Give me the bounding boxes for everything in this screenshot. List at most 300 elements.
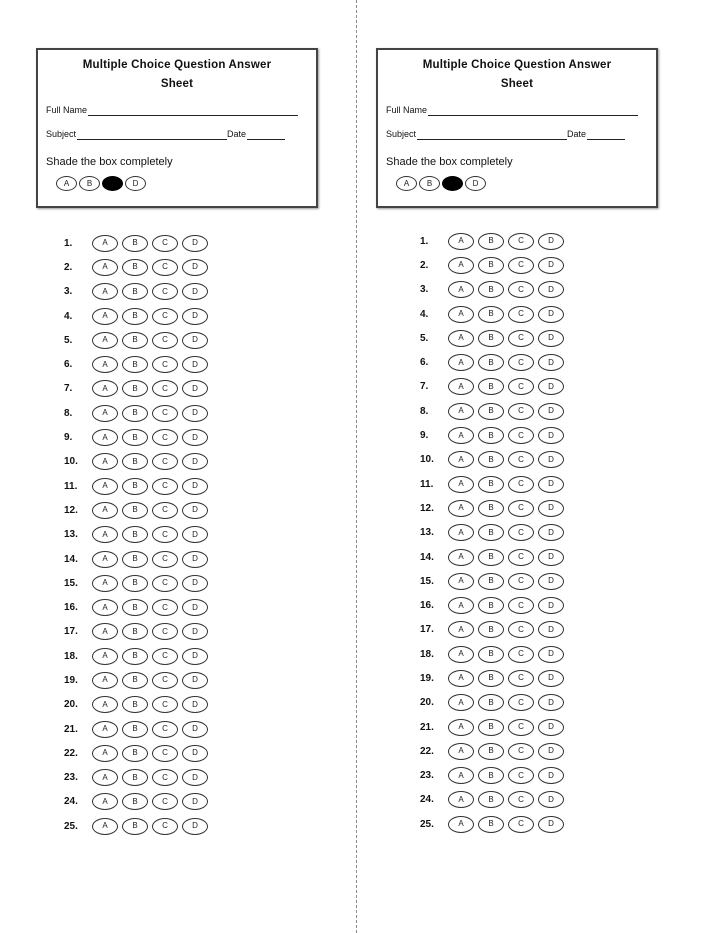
answer-bubble-a[interactable]: A xyxy=(92,551,118,568)
date-line[interactable] xyxy=(247,130,285,140)
answer-bubble-d[interactable]: D xyxy=(538,816,564,833)
answer-bubble-b[interactable]: B xyxy=(478,281,504,298)
question-row xyxy=(64,814,224,838)
answer-bubble-d[interactable]: D xyxy=(182,332,208,349)
answer-bubble-d[interactable]: D xyxy=(182,793,208,810)
answer-bubble-d[interactable]: D xyxy=(538,597,564,614)
subject-date-field[interactable] xyxy=(46,128,285,140)
answer-bubble-c[interactable]: C xyxy=(152,283,178,300)
answer-bubble-c[interactable]: C xyxy=(152,429,178,446)
question-row xyxy=(64,571,224,595)
question-row xyxy=(64,304,224,328)
answer-bubble-d[interactable]: D xyxy=(538,233,564,250)
answer-bubble-c[interactable]: C xyxy=(152,380,178,397)
answer-options xyxy=(448,427,564,444)
answer-options xyxy=(92,818,208,835)
question-row xyxy=(64,377,224,401)
answer-bubble-b[interactable]: B xyxy=(122,696,148,713)
answer-bubble-c[interactable]: C xyxy=(152,502,178,519)
answer-bubble-a[interactable]: A xyxy=(92,575,118,592)
answer-bubble-b[interactable]: B xyxy=(478,403,504,420)
answer-bubble-a[interactable]: A xyxy=(448,403,474,420)
answer-bubble-a[interactable]: A xyxy=(92,332,118,349)
question-number: 14. xyxy=(420,551,434,563)
answer-options xyxy=(92,623,208,640)
answer-bubble-d[interactable]: D xyxy=(538,670,564,687)
question-row xyxy=(64,401,224,425)
answer-bubble-a[interactable]: A xyxy=(448,767,474,784)
answer-bubble-d[interactable]: D xyxy=(538,767,564,784)
answer-bubble-b[interactable]: B xyxy=(122,551,148,568)
answer-bubble-c[interactable]: C xyxy=(152,696,178,713)
question-number: 7. xyxy=(64,383,73,395)
answer-bubble-c[interactable]: C xyxy=(152,405,178,422)
answer-bubble-a[interactable]: A xyxy=(92,308,118,325)
answer-bubble-b[interactable]: B xyxy=(122,235,148,252)
question-number: 17. xyxy=(64,626,78,638)
answer-bubble-b[interactable]: B xyxy=(122,259,148,276)
question-row xyxy=(64,498,224,522)
answer-bubble-d[interactable]: D xyxy=(182,356,208,373)
question-row xyxy=(64,644,224,668)
answer-bubble-b[interactable]: B xyxy=(122,818,148,835)
answer-bubble-d[interactable]: D xyxy=(538,646,564,663)
answer-bubble-d[interactable]: D xyxy=(182,769,208,786)
question-row xyxy=(420,278,580,302)
answer-bubble-d[interactable]: D xyxy=(538,524,564,541)
answer-bubble-a[interactable]: A xyxy=(448,330,474,347)
answer-bubble-b[interactable]: B xyxy=(478,549,504,566)
answer-bubble-d[interactable]: D xyxy=(538,621,564,638)
question-row xyxy=(420,666,580,690)
answer-bubble-d[interactable]: D xyxy=(182,648,208,665)
answer-bubble-b[interactable]: B xyxy=(122,429,148,446)
answer-bubble-d[interactable]: D xyxy=(182,745,208,762)
answer-bubble-a[interactable]: A xyxy=(92,769,118,786)
answer-bubble-b[interactable]: B xyxy=(122,648,148,665)
answer-bubble-c[interactable]: C xyxy=(508,257,534,274)
answer-bubble-b[interactable]: B xyxy=(478,719,504,736)
answer-bubble-d[interactable]: D xyxy=(182,623,208,640)
answer-bubble-c[interactable]: C xyxy=(152,259,178,276)
answer-bubble-d[interactable]: D xyxy=(182,283,208,300)
answer-bubble-c[interactable]: C xyxy=(508,743,534,760)
answer-bubble-d[interactable]: D xyxy=(538,354,564,371)
answer-bubble-a[interactable]: A xyxy=(92,380,118,397)
answer-bubble-b[interactable]: B xyxy=(478,791,504,808)
answer-bubble-b[interactable]: B xyxy=(478,500,504,517)
answer-bubble-d[interactable]: D xyxy=(182,405,208,422)
question-row xyxy=(420,229,580,253)
full-name-line[interactable] xyxy=(88,106,298,116)
answer-bubble-c[interactable]: C xyxy=(152,575,178,592)
answer-options xyxy=(448,403,564,420)
answer-bubble-a[interactable]: A xyxy=(448,306,474,323)
answer-bubble-c[interactable]: C xyxy=(152,745,178,762)
answer-bubble-a[interactable]: A xyxy=(448,427,474,444)
answer-bubble-d[interactable]: D xyxy=(538,427,564,444)
full-name-field[interactable] xyxy=(386,104,638,116)
answer-options xyxy=(92,648,208,665)
answer-bubble-c[interactable]: C xyxy=(508,597,534,614)
answer-bubble-c[interactable]: C xyxy=(152,818,178,835)
answer-bubble-b[interactable]: B xyxy=(478,427,504,444)
title-line-1: Multiple Choice Question Answer xyxy=(422,59,612,71)
answer-bubble-d[interactable]: D xyxy=(538,549,564,566)
subject-date-field[interactable] xyxy=(386,128,625,140)
answer-options xyxy=(92,429,208,446)
answer-bubble-c[interactable]: C xyxy=(508,378,534,395)
question-row xyxy=(64,231,224,255)
answer-bubble-d[interactable]: D xyxy=(538,451,564,468)
answer-bubble-d[interactable]: D xyxy=(182,235,208,252)
question-number: 7. xyxy=(420,381,429,393)
answer-bubble-a[interactable]: A xyxy=(448,524,474,541)
answer-bubble-c[interactable]: C xyxy=(508,791,534,808)
answer-bubble-d[interactable]: D xyxy=(538,330,564,347)
answer-bubble-c[interactable]: C xyxy=(508,694,534,711)
answer-bubble-c[interactable]: C xyxy=(152,332,178,349)
answer-bubble-b[interactable]: B xyxy=(478,573,504,590)
answer-bubble-b[interactable]: B xyxy=(122,526,148,543)
answer-bubble-c[interactable]: C xyxy=(152,453,178,470)
answer-bubble-c[interactable]: C xyxy=(508,476,534,493)
answer-bubble-c[interactable]: C xyxy=(152,769,178,786)
question-number: 12. xyxy=(64,504,78,516)
answer-bubble-c[interactable]: C xyxy=(152,599,178,616)
question-number: 20. xyxy=(420,697,434,709)
question-number: 24. xyxy=(64,796,78,808)
answer-bubble-c[interactable]: C xyxy=(508,767,534,784)
instruction-text: Shade the box completely xyxy=(386,156,513,168)
answer-bubble-a[interactable]: A xyxy=(448,573,474,590)
question-row xyxy=(420,618,580,642)
answer-bubble-b[interactable]: B xyxy=(478,330,504,347)
answer-bubble-b[interactable]: B xyxy=(478,378,504,395)
answer-bubble-c[interactable]: C xyxy=(508,427,534,444)
answer-bubble-a[interactable]: A xyxy=(92,818,118,835)
question-number: 25. xyxy=(64,820,78,832)
answer-bubble-b[interactable]: B xyxy=(122,356,148,373)
answer-bubble-a[interactable]: A xyxy=(92,356,118,373)
answer-bubble-b[interactable]: B xyxy=(478,233,504,250)
answer-options xyxy=(448,257,564,274)
answer-bubble-a[interactable]: A xyxy=(448,694,474,711)
answer-bubble-d[interactable]: D xyxy=(538,743,564,760)
answer-options xyxy=(92,478,208,495)
answer-options xyxy=(448,500,564,517)
answer-bubble-a[interactable]: A xyxy=(448,646,474,663)
answer-options xyxy=(92,745,208,762)
answer-bubble-a[interactable]: A xyxy=(92,696,118,713)
answer-bubble-c[interactable]: C xyxy=(508,306,534,323)
question-number: 21. xyxy=(64,723,78,735)
answer-bubble-d[interactable]: D xyxy=(182,551,208,568)
question-list xyxy=(420,229,580,836)
answer-bubble-a[interactable]: A xyxy=(448,670,474,687)
answer-bubble-b[interactable]: B xyxy=(478,743,504,760)
answer-bubble-b[interactable]: B xyxy=(478,816,504,833)
answer-bubble-a[interactable]: A xyxy=(448,257,474,274)
answer-bubble-a[interactable]: A xyxy=(92,623,118,640)
sheet-header-box xyxy=(36,48,318,208)
answer-options xyxy=(92,502,208,519)
answer-bubble-c[interactable]: C xyxy=(508,549,534,566)
question-row xyxy=(64,693,224,717)
example-bubble-filled xyxy=(102,176,123,191)
answer-options xyxy=(92,380,208,397)
answer-bubble-c[interactable]: C xyxy=(508,816,534,833)
answer-bubble-b[interactable]: B xyxy=(122,283,148,300)
answer-bubble-a[interactable]: A xyxy=(448,500,474,517)
question-row xyxy=(64,450,224,474)
example-bubble-d: D xyxy=(125,176,146,191)
question-number: 2. xyxy=(420,259,429,271)
answer-options xyxy=(448,306,564,323)
answer-bubble-b[interactable]: B xyxy=(122,623,148,640)
answer-bubble-a[interactable]: A xyxy=(448,719,474,736)
answer-options xyxy=(448,816,564,833)
example-bubbles xyxy=(56,176,146,191)
answer-bubble-a[interactable]: A xyxy=(448,743,474,760)
answer-bubble-a[interactable]: A xyxy=(92,793,118,810)
answer-bubble-c[interactable]: C xyxy=(508,233,534,250)
answer-bubble-d[interactable]: D xyxy=(182,599,208,616)
subject-label: Subject xyxy=(46,129,77,139)
answer-options xyxy=(448,791,564,808)
question-number: 11. xyxy=(64,480,78,492)
answer-bubble-a[interactable]: A xyxy=(448,233,474,250)
full-name-field[interactable] xyxy=(46,104,298,116)
answer-bubble-d[interactable]: D xyxy=(182,259,208,276)
question-row xyxy=(64,425,224,449)
answer-bubble-c[interactable]: C xyxy=(152,526,178,543)
answer-bubble-d[interactable]: D xyxy=(182,575,208,592)
answer-bubble-b[interactable]: B xyxy=(478,694,504,711)
question-number: 1. xyxy=(64,237,73,249)
question-row xyxy=(64,717,224,741)
answer-bubble-d[interactable]: D xyxy=(538,378,564,395)
answer-bubble-b[interactable]: B xyxy=(478,670,504,687)
answer-bubble-b[interactable]: B xyxy=(122,502,148,519)
answer-bubble-d[interactable]: D xyxy=(538,257,564,274)
answer-bubble-d[interactable]: D xyxy=(538,306,564,323)
answer-bubble-a[interactable]: A xyxy=(448,354,474,371)
question-number: 2. xyxy=(64,261,73,273)
answer-options xyxy=(92,575,208,592)
answer-bubble-d[interactable]: D xyxy=(538,694,564,711)
answer-bubble-d[interactable]: D xyxy=(182,696,208,713)
answer-bubble-b[interactable]: B xyxy=(122,308,148,325)
answer-bubble-a[interactable]: A xyxy=(92,283,118,300)
answer-bubble-b[interactable]: B xyxy=(478,451,504,468)
answer-bubble-a[interactable]: A xyxy=(448,549,474,566)
answer-bubble-b[interactable]: B xyxy=(478,646,504,663)
date-label: Date xyxy=(227,129,247,139)
example-bubbles xyxy=(396,176,486,191)
answer-bubble-c[interactable]: C xyxy=(508,500,534,517)
full-name-line[interactable] xyxy=(428,106,638,116)
title-line-2: Sheet xyxy=(160,78,194,90)
answer-options xyxy=(92,356,208,373)
subject-line[interactable] xyxy=(417,130,567,140)
answer-bubble-c[interactable]: C xyxy=(152,235,178,252)
answer-bubble-a[interactable]: A xyxy=(92,478,118,495)
question-number: 19. xyxy=(64,674,78,686)
answer-bubble-b[interactable]: B xyxy=(478,597,504,614)
answer-bubble-b[interactable]: B xyxy=(122,380,148,397)
question-number: 9. xyxy=(64,432,73,444)
answer-bubble-a[interactable]: A xyxy=(92,502,118,519)
answer-bubble-a[interactable]: A xyxy=(92,672,118,689)
answer-bubble-c[interactable]: C xyxy=(508,354,534,371)
question-row xyxy=(420,569,580,593)
answer-bubble-c[interactable]: C xyxy=(508,573,534,590)
answer-bubble-b[interactable]: B xyxy=(478,524,504,541)
answer-bubble-a[interactable]: A xyxy=(92,453,118,470)
answer-bubble-d[interactable]: D xyxy=(182,478,208,495)
question-row xyxy=(64,474,224,498)
question-number: 22. xyxy=(64,747,78,759)
answer-bubble-a[interactable]: A xyxy=(92,648,118,665)
answer-bubble-b[interactable]: B xyxy=(122,453,148,470)
answer-bubble-b[interactable]: B xyxy=(122,332,148,349)
answer-bubble-d[interactable]: D xyxy=(182,429,208,446)
answer-options xyxy=(448,743,564,760)
answer-bubble-b[interactable]: B xyxy=(478,767,504,784)
question-number: 4. xyxy=(64,310,73,322)
answer-bubble-b[interactable]: B xyxy=(122,769,148,786)
answer-bubble-b[interactable]: B xyxy=(122,721,148,738)
question-row xyxy=(420,788,580,812)
answer-bubble-a[interactable]: A xyxy=(448,281,474,298)
example-bubble-a: A xyxy=(56,176,77,191)
answer-bubble-a[interactable]: A xyxy=(448,791,474,808)
answer-bubble-a[interactable]: A xyxy=(92,405,118,422)
answer-bubble-a[interactable]: A xyxy=(448,621,474,638)
answer-bubble-c[interactable]: C xyxy=(152,672,178,689)
question-number: 15. xyxy=(64,577,78,589)
answer-bubble-d[interactable]: D xyxy=(538,476,564,493)
answer-bubble-c[interactable]: C xyxy=(152,623,178,640)
answer-options xyxy=(448,646,564,663)
answer-bubble-a[interactable]: A xyxy=(92,259,118,276)
question-row xyxy=(64,523,224,547)
answer-bubble-a[interactable]: A xyxy=(92,526,118,543)
answer-bubble-b[interactable]: B xyxy=(478,476,504,493)
question-row xyxy=(64,255,224,279)
answer-bubble-a[interactable]: A xyxy=(92,429,118,446)
answer-bubble-d[interactable]: D xyxy=(538,500,564,517)
answer-bubble-d[interactable]: D xyxy=(182,526,208,543)
answer-bubble-b[interactable]: B xyxy=(122,405,148,422)
question-number: 9. xyxy=(420,430,429,442)
question-row xyxy=(420,326,580,350)
date-line[interactable] xyxy=(587,130,625,140)
answer-bubble-b[interactable]: B xyxy=(478,354,504,371)
answer-bubble-d[interactable]: D xyxy=(182,308,208,325)
answer-bubble-d[interactable]: D xyxy=(538,719,564,736)
answer-bubble-d[interactable]: D xyxy=(538,573,564,590)
question-row xyxy=(64,595,224,619)
answer-bubble-c[interactable]: C xyxy=(508,524,534,541)
question-number: 18. xyxy=(64,650,78,662)
question-number: 5. xyxy=(420,332,429,344)
answer-bubble-a[interactable]: A xyxy=(448,451,474,468)
answer-bubble-a[interactable]: A xyxy=(92,721,118,738)
answer-bubble-c[interactable]: C xyxy=(152,648,178,665)
answer-bubble-c[interactable]: C xyxy=(152,308,178,325)
answer-bubble-d[interactable]: D xyxy=(538,403,564,420)
answer-bubble-b[interactable]: B xyxy=(122,793,148,810)
full-name-label: Full Name xyxy=(386,105,428,115)
answer-bubble-b[interactable]: B xyxy=(122,672,148,689)
question-number: 6. xyxy=(64,359,73,371)
subject-line[interactable] xyxy=(77,130,227,140)
answer-bubble-a[interactable]: A xyxy=(448,816,474,833)
answer-bubble-a[interactable]: A xyxy=(92,745,118,762)
answer-bubble-d[interactable]: D xyxy=(182,380,208,397)
answer-bubble-c[interactable]: C xyxy=(508,621,534,638)
answer-bubble-a[interactable]: A xyxy=(448,597,474,614)
answer-bubble-b[interactable]: B xyxy=(478,257,504,274)
question-number: 14. xyxy=(64,553,78,565)
answer-bubble-c[interactable]: C xyxy=(152,551,178,568)
answer-bubble-b[interactable]: B xyxy=(478,306,504,323)
answer-bubble-d[interactable]: D xyxy=(182,721,208,738)
answer-bubble-c[interactable]: C xyxy=(152,721,178,738)
question-row xyxy=(420,375,580,399)
answer-bubble-c[interactable]: C xyxy=(152,356,178,373)
answer-bubble-d[interactable]: D xyxy=(182,502,208,519)
answer-bubble-c[interactable]: C xyxy=(508,403,534,420)
answer-options xyxy=(92,672,208,689)
answer-bubble-c[interactable]: C xyxy=(508,281,534,298)
answer-bubble-c[interactable]: C xyxy=(508,719,534,736)
answer-bubble-c[interactable]: C xyxy=(152,478,178,495)
question-number: 18. xyxy=(420,648,434,660)
answer-options xyxy=(448,476,564,493)
answer-bubble-c[interactable]: C xyxy=(508,670,534,687)
answer-bubble-c[interactable]: C xyxy=(508,646,534,663)
answer-bubble-d[interactable]: D xyxy=(538,281,564,298)
question-row xyxy=(420,521,580,545)
question-row xyxy=(64,668,224,692)
answer-bubble-b[interactable]: B xyxy=(122,745,148,762)
answer-bubble-b[interactable]: B xyxy=(122,575,148,592)
answer-bubble-d[interactable]: D xyxy=(182,453,208,470)
question-number: 19. xyxy=(420,672,434,684)
answer-options xyxy=(92,308,208,325)
answer-bubble-d[interactable]: D xyxy=(182,818,208,835)
answer-bubble-a[interactable]: A xyxy=(448,476,474,493)
answer-bubble-a[interactable]: A xyxy=(92,235,118,252)
answer-bubble-a[interactable]: A xyxy=(92,599,118,616)
answer-bubble-c[interactable]: C xyxy=(508,330,534,347)
answer-bubble-c[interactable]: C xyxy=(508,451,534,468)
question-number: 3. xyxy=(64,286,73,298)
answer-bubble-c[interactable]: C xyxy=(152,793,178,810)
answer-bubble-b[interactable]: B xyxy=(122,599,148,616)
question-number: 11. xyxy=(420,478,434,490)
answer-bubble-d[interactable]: D xyxy=(538,791,564,808)
answer-bubble-a[interactable]: A xyxy=(448,378,474,395)
answer-bubble-b[interactable]: B xyxy=(478,621,504,638)
question-row xyxy=(64,547,224,571)
subject-label: Subject xyxy=(386,129,417,139)
answer-bubble-b[interactable]: B xyxy=(122,478,148,495)
answer-bubble-d[interactable]: D xyxy=(182,672,208,689)
